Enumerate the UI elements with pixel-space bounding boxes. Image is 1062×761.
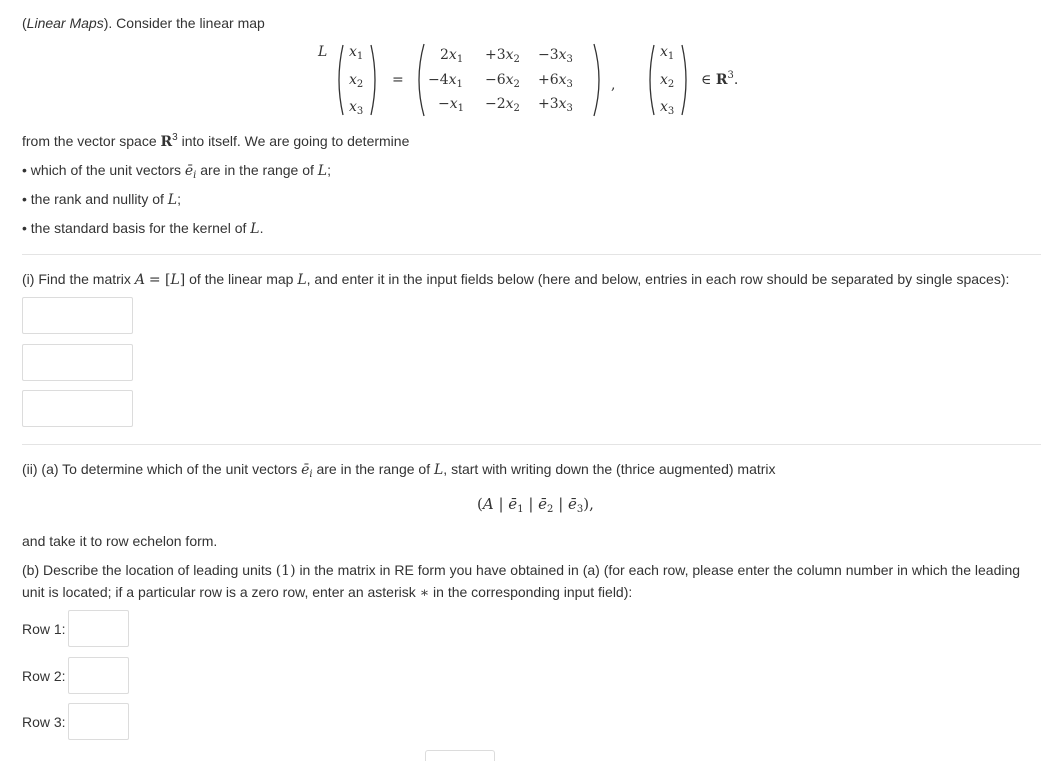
augmented-matrix: (A | $ē_1$ | $ē_2$ | $ē_3$),: [477, 495, 594, 515]
problem-title: Linear Maps: [26, 15, 104, 31]
output-r3c3: $+3x_3$: [538, 96, 573, 114]
matrix-row-2-input[interactable]: [22, 344, 133, 381]
output-r1c3: $-3x_3$: [538, 47, 573, 65]
row-1-label: Row 1:: [22, 621, 66, 637]
divider: [22, 254, 1041, 255]
problem-lead: Consider the linear map: [116, 15, 265, 31]
output-r2c1: $-4x_1$: [428, 72, 463, 90]
from-vector-space: from the vector space $R^3$ into itself. We are going to determine: [22, 132, 410, 150]
bullet-kernel: • the standard basis for the kernel of L.: [22, 220, 264, 237]
output-r3c2: $-2x_2$: [485, 96, 520, 114]
domain-x1: $x_1$: [660, 44, 675, 62]
row-2-label: Row 2:: [22, 668, 66, 684]
matrix-row-1-input[interactable]: [22, 297, 133, 334]
row-3-input[interactable]: [68, 703, 129, 740]
map-symbol: L: [318, 44, 328, 60]
domain-x2: $x_2$: [660, 72, 675, 90]
part2b-prompt-line2: unit is located; if a particular row is a zero row, enter an asterisk ∗ in the corresponding input field):: [22, 584, 633, 601]
bullet-rank: • the rank and nullity of L;: [22, 191, 181, 208]
element-of-r3: ∈ $R^3$.: [701, 70, 739, 88]
divider: [22, 444, 1041, 445]
matrix-row-3-input[interactable]: [22, 390, 133, 427]
bullet-range: • which of the unit vectors $ē_i$ are in the range of L;: [22, 162, 331, 181]
output-r2c3: $+6x_3$: [538, 72, 573, 90]
input-x3: $x_3$: [349, 99, 364, 117]
linear-map-equation: [0, 0, 1062, 125]
row-3-label: Row 3:: [22, 714, 66, 730]
equals-sign: =: [392, 72, 404, 88]
output-r3c1: $-x_1$: [438, 96, 465, 114]
row-echelon-text: and take it to row echelon form.: [22, 533, 218, 549]
part1-prompt: (i) Find the matrix A = [L] of the linear map L, and enter it in the input fields below (here and below, entries in each row should be separated by single spaces):: [22, 271, 1010, 288]
output-r1c1: $2x_1$: [440, 47, 464, 65]
input-x2: $x_2$: [349, 72, 364, 90]
row-1-input[interactable]: [68, 610, 129, 647]
output-r2c2: $-6x_2$: [485, 72, 520, 90]
comma: ,: [611, 77, 616, 93]
output-r1c2: $+3x_2$: [485, 47, 520, 65]
row-2-input[interactable]: [68, 657, 129, 694]
input-x1: $x_1$: [349, 44, 364, 62]
part2b-prompt-line1: (b) Describe the location of leading units (1) in the matrix in RE form you have obtained in (a) (for each row, please enter the column number in which the leading: [22, 562, 1021, 579]
part2a-prompt: (ii) (a) To determine which of the unit vectors $ē_i$ are in the range of L, start with writing down the (thrice augmented) matrix: [22, 461, 776, 480]
problem-intro: (Linear Maps). Consider the linear map: [22, 15, 265, 31]
domain-x3: $x_3$: [660, 99, 675, 117]
submit-button[interactable]: [425, 750, 495, 761]
